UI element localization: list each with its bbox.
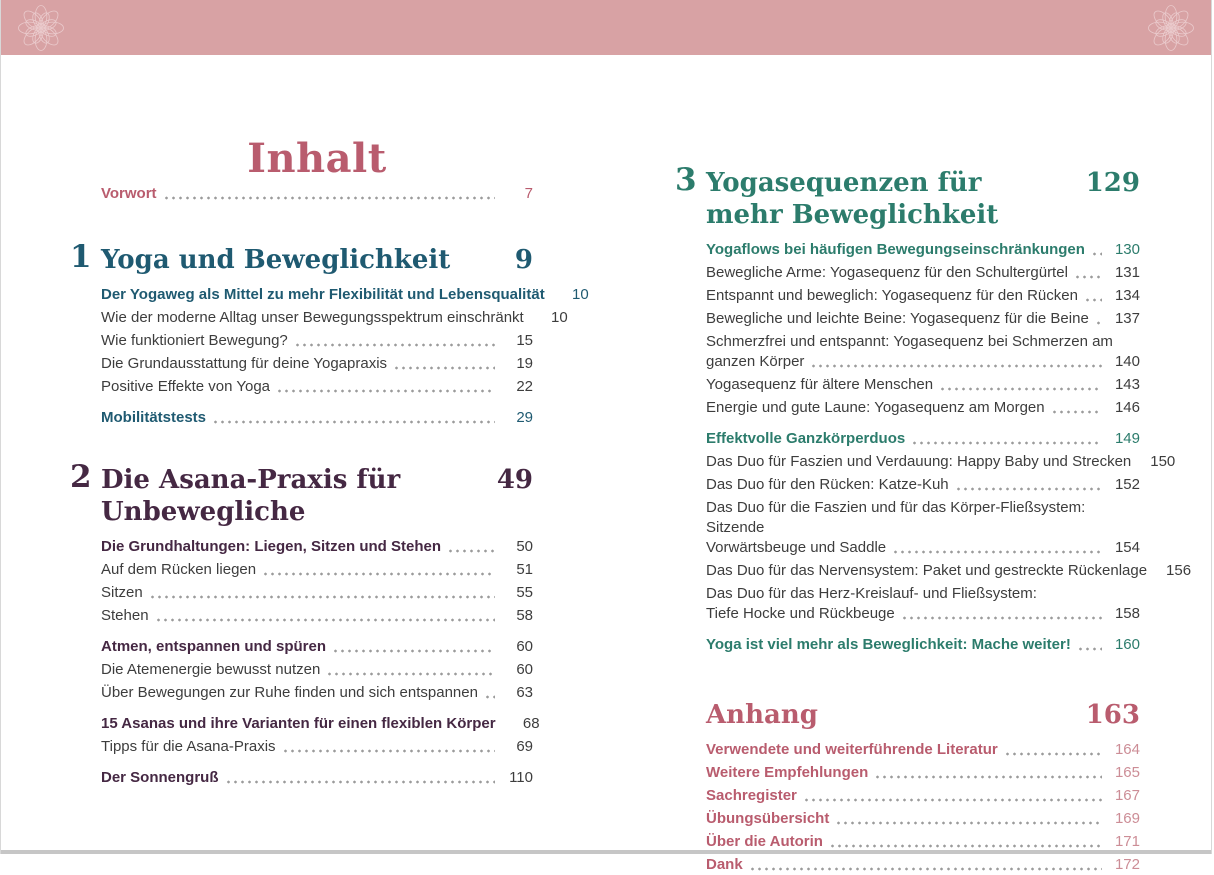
dot-leader	[1077, 639, 1102, 653]
dot-leader	[225, 772, 495, 786]
toc-entry-twoline	[706, 584, 1140, 624]
dot-leader	[803, 790, 1102, 804]
toc-entry	[101, 285, 589, 305]
toc-entry	[101, 683, 533, 703]
chapter-page-number: 49	[496, 465, 533, 495]
page-bottom-edge	[1, 850, 1211, 854]
page-number: 169	[1114, 810, 1140, 827]
entry-label: Das Duo für Faszien und Verdauung: Happy Baby und Strecken	[706, 453, 1132, 470]
entry-label: Effektvolle Ganzkörperduos	[706, 430, 906, 447]
dot-leader	[212, 412, 495, 426]
toc-entry	[101, 331, 533, 351]
page-number: 60	[516, 638, 533, 655]
toc-entry	[706, 635, 1140, 655]
dot-leader	[1074, 267, 1102, 281]
entry-label: Übungsübersicht	[706, 810, 830, 827]
toc-entry	[101, 354, 533, 374]
page-number: 22	[516, 378, 533, 395]
page-number: 10	[551, 309, 568, 326]
entry-label-line1: Das Duo für das Herz-Kreislauf- und Fließsystem:	[706, 585, 1037, 602]
page-number: 172	[1114, 856, 1140, 873]
toc-entry	[706, 740, 1140, 760]
dot-leader	[955, 479, 1102, 493]
chapter-heading	[70, 459, 533, 528]
toc-entry	[706, 832, 1140, 852]
entry-label-line1: Das Duo für die Faszien und für das Körper-Fließsystem: Sitzende	[706, 499, 1086, 536]
dot-leader	[829, 836, 1102, 850]
dot-leader	[332, 641, 495, 655]
toc-entry	[706, 309, 1140, 329]
page-number: 134	[1114, 287, 1140, 304]
page-number: 167	[1114, 787, 1140, 804]
dot-leader	[1084, 290, 1102, 304]
page-number: 50	[516, 538, 533, 555]
entry-label: Auf dem Rücken liegen	[101, 561, 257, 578]
entry-label: Tiefe Hocke und Rückbeuge	[706, 605, 895, 622]
toc-entry	[706, 240, 1140, 260]
entry-label: Verwendete und weiterführende Literatur	[706, 741, 998, 758]
toc-entry	[706, 475, 1140, 495]
page-number: 60	[516, 661, 533, 678]
page-number: 154	[1114, 539, 1140, 556]
page-number: 15	[516, 332, 533, 349]
entry-label: ganzen Körper	[706, 353, 805, 370]
lotus-mandala-icon	[1144, 1, 1198, 55]
entry-label: Yogaflows bei häufigen Bewegungseinschränkungen	[706, 241, 1085, 258]
toc-entry	[706, 452, 1176, 472]
dot-leader	[393, 358, 495, 372]
dot-leader	[874, 767, 1102, 781]
page-number: 165	[1114, 764, 1140, 781]
page-number: 146	[1114, 399, 1140, 416]
toc-entry	[101, 637, 533, 657]
page-number: 158	[1114, 605, 1140, 622]
page-number: 150	[1150, 453, 1176, 470]
toc-entry	[706, 786, 1140, 806]
dot-leader	[155, 610, 495, 624]
dot-leader	[447, 541, 495, 555]
entry-label: Die Grundhaltungen: Liegen, Sitzen und Stehen	[101, 538, 442, 555]
entry-label: Energie und gute Laune: Yogasequenz am Morgen	[706, 399, 1045, 416]
dot-leader	[1051, 402, 1102, 416]
entry-label: 15 Asanas und ihre Varianten für einen flexiblen Körper	[101, 715, 496, 732]
entry-label: Mobilitätstests	[101, 409, 207, 426]
page-number: 51	[516, 561, 533, 578]
page-number: 63	[516, 684, 533, 701]
page-number: 164	[1114, 741, 1140, 758]
page-number: 19	[516, 355, 533, 372]
toc-entry	[706, 263, 1140, 283]
page-number: 29	[516, 409, 533, 426]
lotus-mandala-icon	[14, 1, 68, 55]
page-number: 110	[509, 769, 533, 786]
chapter-section	[70, 459, 540, 788]
toc-entry	[101, 660, 533, 680]
toc-entry	[706, 855, 1140, 875]
chapter-title: Die Asana-Praxis für Unbewegliche	[101, 465, 401, 527]
toc-entry-twoline	[706, 332, 1140, 372]
toc-entry	[101, 408, 533, 428]
dot-leader	[484, 687, 495, 701]
toc-entry	[706, 561, 1192, 581]
entry-label: Dank	[706, 856, 743, 873]
page-number: 131	[1114, 264, 1140, 281]
chapter-heading	[706, 699, 1140, 731]
toc-sections-right	[675, 162, 1192, 875]
dot-leader	[911, 433, 1102, 447]
toc-entry	[706, 763, 1140, 783]
chapter-page-number: 129	[1085, 168, 1140, 198]
toc-entry	[101, 606, 533, 626]
toc-entry	[101, 537, 533, 557]
entry-label: Bewegliche und leichte Beine: Yogasequenz für die Beine	[706, 310, 1089, 327]
page-number: 130	[1114, 241, 1140, 258]
dot-leader	[892, 542, 1102, 556]
chapter-title: Anhang	[706, 700, 818, 730]
chapter-number: 3	[675, 162, 697, 198]
entry-label: Weitere Empfehlungen	[706, 764, 869, 781]
toc-entry	[101, 714, 540, 734]
entry-label-line1: Schmerzfrei und entspannt: Yogasequenz bei Schmerzen am	[706, 333, 1113, 350]
toc-entry	[706, 538, 1140, 558]
chapter-number: 1	[70, 239, 92, 275]
page-number: 156	[1166, 562, 1192, 579]
page-number: 152	[1114, 476, 1140, 493]
toc-entry	[101, 308, 568, 328]
toc-column-left	[70, 55, 589, 788]
dot-leader	[901, 608, 1102, 622]
entry-label: Vorwärtsbeuge und Saddle	[706, 539, 887, 556]
toc-entry	[101, 768, 533, 788]
toc-entry	[706, 286, 1140, 306]
dot-leader	[326, 664, 495, 678]
toc-entry	[101, 583, 533, 603]
dot-leader	[1091, 244, 1102, 258]
toc-entry	[706, 604, 1140, 624]
entry-label: Die Atemenergie bewusst nutzen	[101, 661, 321, 678]
entry-label: Das Duo für das Nervensystem: Paket und gestreckte Rückenlage	[706, 562, 1148, 579]
page-number: 10	[572, 286, 589, 303]
page-number: 149	[1114, 430, 1140, 447]
entry-label: Yogasequenz für ältere Menschen	[706, 376, 934, 393]
entry-label: Entspannt und beweglich: Yogasequenz für den Rücken	[706, 287, 1078, 304]
dot-leader	[939, 379, 1102, 393]
toc-entry	[706, 352, 1140, 372]
chapter-section	[675, 162, 1192, 655]
page-number: 7	[524, 185, 533, 202]
chapter-section	[70, 239, 589, 428]
toc-entry-standalone	[101, 184, 533, 204]
toc-column-right	[675, 55, 1192, 875]
entry-label: Sitzen	[101, 584, 143, 601]
entry-label: Bewegliche Arme: Yogasequenz für den Schultergürtel	[706, 264, 1068, 281]
toc-entry	[101, 737, 533, 757]
dot-leader	[282, 741, 495, 755]
page-number: 137	[1114, 310, 1140, 327]
entry-label: Stehen	[101, 607, 149, 624]
chapter-heading	[675, 162, 1140, 231]
page-number: 58	[516, 607, 533, 624]
page-number: 55	[516, 584, 533, 601]
dot-leader	[276, 381, 495, 395]
chapter-heading	[70, 239, 533, 276]
page-number: 69	[516, 738, 533, 755]
entry-label: Tipps für die Asana-Praxis	[101, 738, 276, 755]
toc-entry	[101, 377, 533, 397]
toc-entry	[706, 375, 1140, 395]
entry-label: Die Grundausstattung für deine Yogapraxis	[101, 355, 388, 372]
entry-label: Das Duo für den Rücken: Katze-Kuh	[706, 476, 949, 493]
entry-label: Wie der moderne Alltag unser Bewegungsspektrum einschränkt	[101, 309, 524, 326]
toc-entry	[101, 560, 533, 580]
page-number: 160	[1114, 636, 1140, 653]
toc-sections-left	[70, 184, 589, 788]
entry-label: Der Sonnengruß	[101, 769, 219, 786]
toc-entry	[706, 809, 1140, 829]
page-number: 140	[1114, 353, 1140, 370]
entry-label: Positive Effekte von Yoga	[101, 378, 271, 395]
page-number: 143	[1114, 376, 1140, 393]
toc-entry-twoline	[706, 498, 1140, 558]
entry-label: Über Bewegungen zur Ruhe finden und sich entspannen	[101, 684, 478, 701]
dot-leader	[1004, 744, 1102, 758]
page-title: Inhalt	[247, 135, 387, 182]
dot-leader	[163, 188, 495, 202]
entry-label: Wie funktioniert Bewegung?	[101, 332, 288, 349]
toc-entry	[706, 429, 1140, 449]
header-banner	[1, 0, 1211, 55]
chapter-number: 2	[70, 459, 92, 495]
chapter-title: Yogasequenzen für mehr Beweglichkeit	[706, 168, 999, 230]
chapter-title: Yoga und Beweglichkeit	[101, 245, 451, 275]
dot-leader	[810, 356, 1102, 370]
page-number: 171	[1114, 833, 1140, 850]
entry-label: Yoga ist viel mehr als Beweglichkeit: Mache weiter!	[706, 636, 1071, 653]
dot-leader	[835, 813, 1102, 827]
chapter-page-number: 9	[514, 245, 533, 275]
dot-leader	[1095, 313, 1102, 327]
page-number: 68	[522, 715, 540, 732]
entry-label: Sachregister	[706, 787, 797, 804]
dot-leader	[262, 564, 495, 578]
dot-leader	[149, 587, 495, 601]
entry-label: Der Yogaweg als Mittel zu mehr Flexibilität und Lebensqualität	[101, 286, 545, 303]
dot-leader	[749, 859, 1102, 873]
entry-label: Über die Autorin	[706, 833, 823, 850]
chapter-page-number: 163	[1085, 700, 1140, 730]
dot-leader	[294, 335, 495, 349]
entry-label: Vorwort	[101, 185, 157, 202]
toc-entry	[706, 398, 1140, 418]
entry-label: Atmen, entspannen und spüren	[101, 638, 327, 655]
chapter-section	[706, 699, 1140, 875]
